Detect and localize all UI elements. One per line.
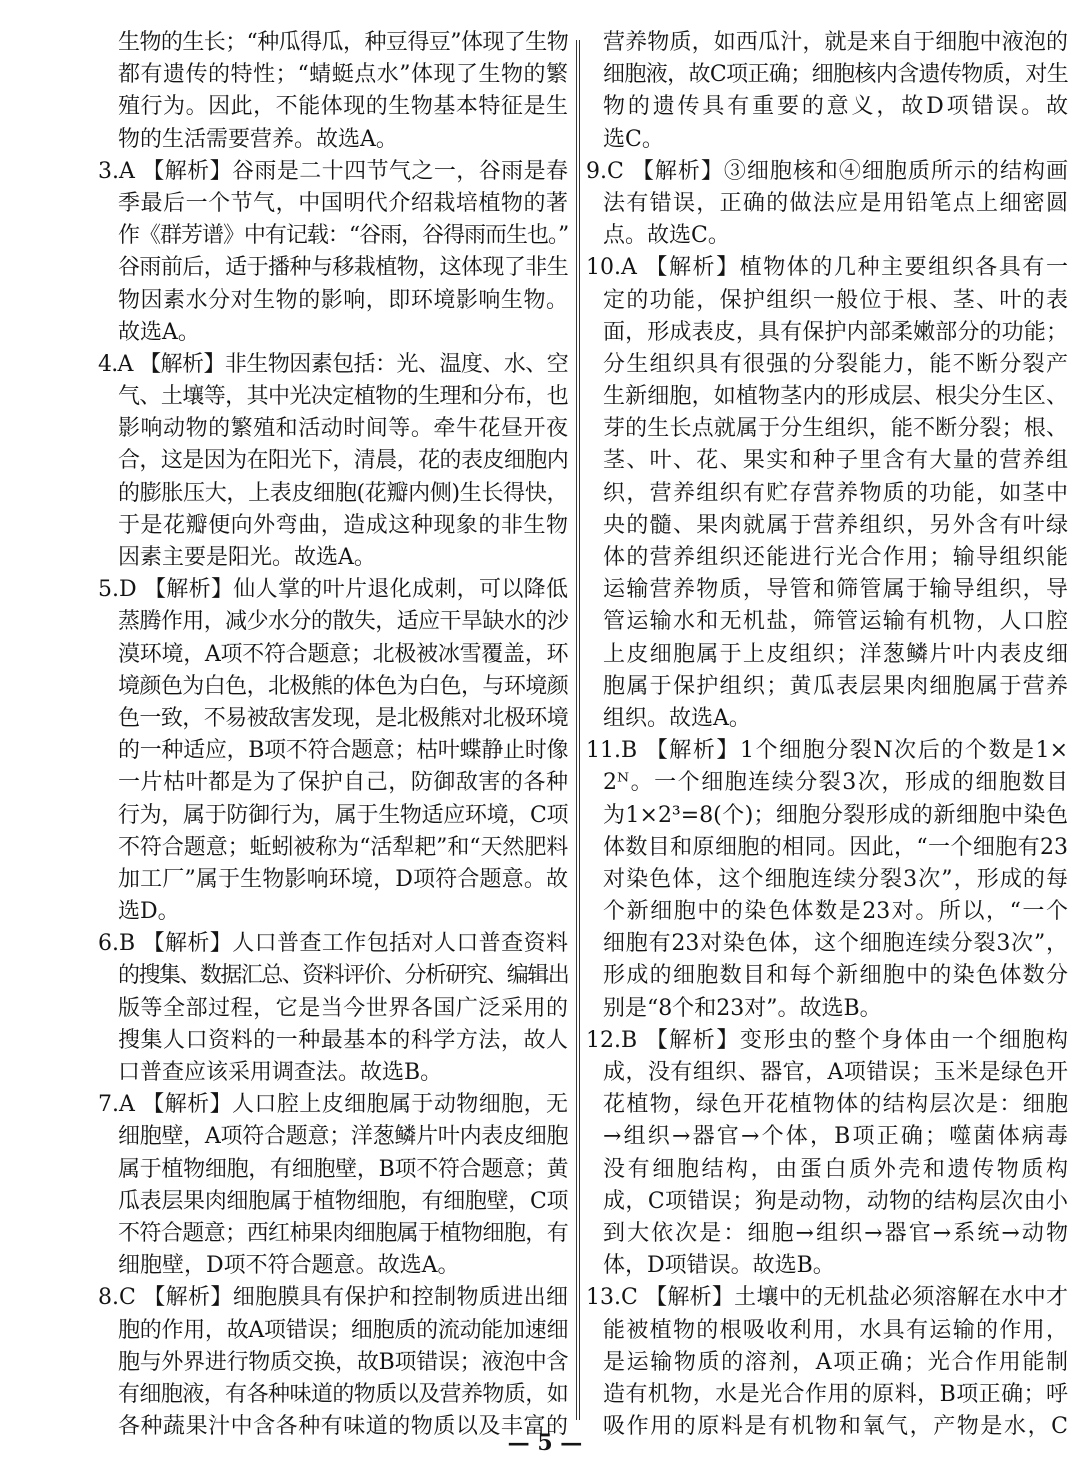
text-line: 各种蔬果汁中含各种有味道的物质以及丰富的: [118, 1414, 568, 1440]
text-line: 选C。: [603, 126, 664, 152]
text-line: 能被植物的根吸收利用，水具有运输的作用，: [603, 1317, 1068, 1343]
text-line: 胞的作用，故A项错误；细胞质的流动能加速细: [118, 1317, 568, 1343]
text-line: 体，D项错误。故选B。: [603, 1253, 835, 1279]
right-column: [586, 27, 1068, 1443]
text-line: 物的生活需要营养。故选A。: [118, 126, 398, 152]
text-line: 殖行为。因此，不能体现的生物基本特征是生: [118, 94, 568, 120]
text-line: 的一种适应，B项不符合题意；枯叶蝶静止时像: [118, 738, 568, 764]
text-line: 不符合题意；蚯蚓被称为“活犁耙”和“天然肥料: [118, 834, 568, 860]
text-line: 芽的生长点就属于分生组织，能不断分裂；根、: [603, 416, 1068, 442]
text-line: 到大依次是：细胞→组织→器官→系统→动物: [603, 1220, 1068, 1246]
text-line: 形成的细胞数目和每个新细胞中的染色体数分: [603, 963, 1068, 989]
text-line: 点。故选C。: [603, 223, 730, 249]
text-line: 对染色体，这个细胞连续分裂3次”，形成的每: [603, 866, 1068, 892]
answer-item-start-line: 9.C 【解析】③细胞核和④细胞质所示的结构画: [586, 158, 1068, 184]
text-line: 面，形成表皮，具有保护内部柔嫩部分的功能；: [603, 319, 1068, 345]
page-number: — 5 —: [507, 1430, 583, 1456]
text-line: 的搜集、数据汇总、资料评价、分析研究、编辑出: [118, 963, 568, 989]
text-line: 选D。: [118, 899, 180, 925]
text-line: 组织。故选A。: [603, 705, 751, 731]
answer-item-start-line: 3.A 【解析】谷雨是二十四节气之一，谷雨是春: [98, 158, 568, 184]
text-line: 物因素水分对生物的影响，即环境影响生物。: [118, 287, 568, 313]
text-line: 定的功能，保护组织一般位于根、茎、叶的表: [603, 287, 1068, 313]
answer-item-start-line: 7.A 【解析】人口腔上皮细胞属于动物细胞，无: [98, 1092, 568, 1118]
text-line: 色一致，不易被敌害发现，是北极熊对北极环境: [118, 705, 568, 731]
text-line: 蒸腾作用，减少水分的散失，适应干旱缺水的沙: [118, 609, 568, 635]
text-line: 物的遗传具有重要的意义，故D项错误。故: [603, 94, 1068, 120]
answer-item-start-line: 4.A 【解析】非生物因素包括：光、温度、水、空: [98, 351, 568, 377]
answer-item-start-line: 10.A 【解析】植物体的几种主要组织各具有一: [586, 255, 1068, 281]
text-line: 故选A。: [118, 319, 200, 345]
text-line: 一片枯叶都是为了保护自己，防御敌害的各种: [118, 770, 568, 796]
text-line: 吸作用的原料是有机物和氧气，产物是水，C: [603, 1414, 1068, 1440]
answer-item-start-line: 5.D 【解析】仙人掌的叶片退化成刺，可以降低: [98, 577, 568, 603]
answer-item-start-line: 8.C 【解析】细胞膜具有保护和控制物质进出细: [98, 1285, 568, 1311]
left-column: [98, 27, 568, 1443]
text-line: 加工厂”属于生物影响环境，D项符合题意。故: [118, 866, 568, 892]
text-line: 央的髓、果肉就属于营养组织，另外含有叶绿: [603, 512, 1068, 538]
text-line: 版等全部过程，它是当今世界各国广泛采用的: [118, 995, 568, 1021]
text-line: 为1×2³=8(个)；细胞分裂形成的新细胞中染色: [603, 802, 1068, 828]
text-line: 有细胞液，有各种味道的物质以及营养物质，如: [118, 1381, 568, 1407]
text-line: 营养物质，如西瓜汁，就是来自于细胞中液泡的: [603, 30, 1068, 55]
text-line: 成，没有组织、器官，A项错误；玉米是绿色开: [603, 1060, 1068, 1085]
text-line: 体数目和原细胞的相同。因此，“一个细胞有23: [603, 834, 1068, 860]
text-line: 法有错误，正确的做法应是用铅笔点上细密圆: [603, 190, 1068, 216]
text-line: 花植物，绿色开花植物体的结构层次是：细胞: [603, 1092, 1068, 1118]
text-line: 上皮细胞属于上皮组织；洋葱鳞片叶内表皮细: [603, 641, 1068, 667]
answer-item-start-line: 12.B 【解析】变形虫的整个身体由一个细胞构: [586, 1027, 1068, 1053]
text-line: 因素主要是阳光。故选A。: [118, 545, 376, 570]
text-line: 境颜色为白色，北极熊的体色为白色，与环境颜: [118, 673, 568, 699]
text-line: 都有遗传的特性；“蜻蜓点水”体现了生物的繁: [118, 62, 568, 88]
text-line: 织，营养组织有贮存营养物质的功能，如茎中: [603, 480, 1068, 506]
text-line: 体的营养组织还能进行光合作用；输导组织能: [603, 545, 1068, 570]
text-line: 分生组织具有很强的分裂能力，能不断分裂产: [603, 351, 1068, 377]
text-line: →组织→器官→个体，B项正确；噬菌体病毒: [603, 1124, 1068, 1150]
text-line: 成，C项错误；狗是动物，动物的结构层次由小: [603, 1188, 1068, 1214]
text-line: 细胞壁，D项不符合题意。故选A。: [118, 1253, 460, 1279]
text-line: 谷雨前后，适于播种与移栽植物，这体现了非生: [118, 255, 568, 281]
text-line: 运输营养物质，导管和筛管属于输导组织，导: [603, 577, 1068, 603]
text-line: 细胞有23对染色体，这个细胞连续分裂3次”，: [603, 931, 1068, 957]
answer-item-start-line: 13.C 【解析】土壤中的无机盐必须溶解在水中才: [586, 1285, 1068, 1311]
text-line: 生物的生长；“种瓜得瓜，种豆得豆”体现了生物: [118, 30, 568, 55]
text-line: 个新细胞中的染色体数是23对。所以，“一个: [603, 899, 1068, 925]
text-line: 细胞壁，A项符合题意；洋葱鳞片叶内表皮细胞: [118, 1124, 568, 1150]
text-line: 胞属于保护组织；黄瓜表层果肉细胞属于营养: [603, 673, 1068, 699]
text-line: 胞与外界进行物质交换，故B项错误；液泡中含: [118, 1349, 568, 1375]
text-line: 细胞液，故C项正确；细胞核内含遗传物质，对生: [603, 62, 1068, 88]
text-line: 气、土壤等，其中光决定植物的生理和分布，也: [118, 384, 568, 410]
text-line: 口普查应该采用调查法。故选B。: [118, 1060, 443, 1085]
column-divider: [576, 40, 580, 1420]
text-line: 瓜表层果肉细胞属于植物细胞，有细胞壁，C项: [118, 1188, 568, 1214]
text-line: 搜集人口资料的一种最基本的科学方法，故人: [118, 1027, 568, 1053]
text-line: 属于植物细胞，有细胞壁，B项不符合题意；黄: [118, 1156, 568, 1182]
answer-item-start-line: 11.B 【解析】1个细胞分裂N次后的个数是1×: [586, 738, 1068, 764]
text-line: 不符合题意；西红柿果肉细胞属于植物细胞，有: [118, 1220, 568, 1246]
text-line: 造有机物，水是光合作用的原料，B项正确；呼: [603, 1381, 1068, 1407]
answer-item-start-line: 6.B 【解析】人口普查工作包括对人口普查资料: [98, 931, 568, 957]
text-line: 影响动物的繁殖和活动时间等。牵牛花昼开夜: [118, 416, 568, 442]
text-line: 合，这是因为在阳光下，清晨，花的表皮细胞内: [118, 448, 568, 474]
text-line: 管运输水和无机盐，筛管运输有机物，人口腔: [603, 609, 1068, 635]
text-line: 生新细胞，如植物茎内的形成层、根尖分生区、: [603, 384, 1068, 410]
text-line: 于是花瓣便向外弯曲，造成这种现象的非生物: [118, 512, 568, 538]
text-line: 行为，属于防御行为，属于生物适应环境，C项: [118, 802, 568, 828]
text-line: 季最后一个节气，中国明代介绍栽培植物的著: [118, 190, 568, 216]
text-line: 漠环境，A项不符合题意；北极被冰雪覆盖，环: [118, 641, 568, 667]
text-line: 作《群芳谱》中有记载：“谷雨，谷得雨而生也。”: [118, 223, 568, 249]
text-line: 没有细胞结构，由蛋白质外壳和遗传物质构: [603, 1156, 1068, 1182]
text-line: 2ᴺ。一个细胞连续分裂3次，形成的细胞数目: [603, 770, 1068, 796]
text-line: 是运输物质的溶剂，A项正确；光合作用能制: [603, 1349, 1068, 1375]
text-line: 茎、叶、花、果实和种子里含有大量的营养组: [603, 448, 1068, 474]
text-line: 的膨胀压大，上表皮细胞(花瓣内侧)生长得快，: [118, 480, 568, 506]
text-line: 别是“8个和23对”。故选B。: [603, 995, 882, 1021]
